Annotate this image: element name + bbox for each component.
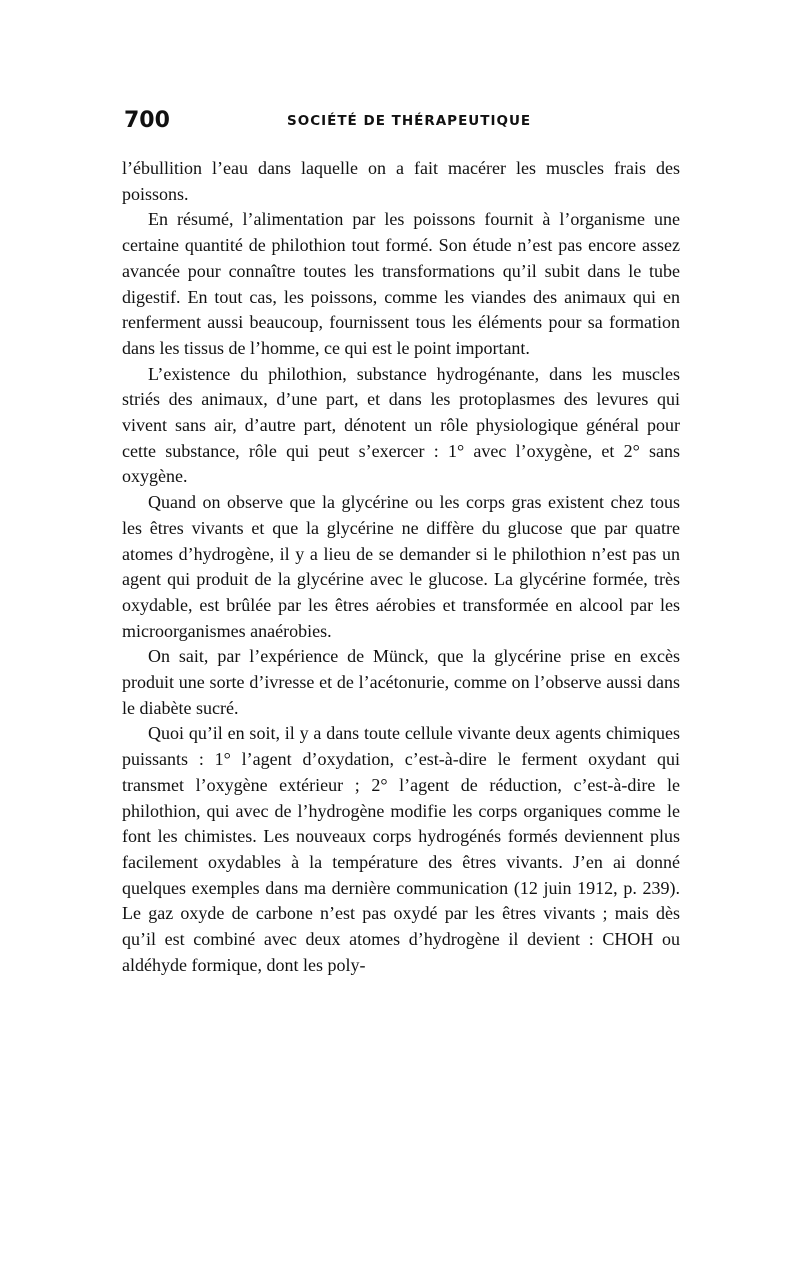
- paragraph-glycerine: Quand on observe que la glycérine ou les corps gras existent chez tous les êtres vivants et que la glycérine ne diffère du glucose que par quatre atomes d’hydrogène, il y a lieu de se demander si le philothion n’est pas un agent qui produit de la glycérine avec le glucose. La glycérine formée, très oxydable, est brûlée par les êtres aérobies et transformée en alcool par les microorganismes anaérobies.: [122, 492, 680, 641]
- running-title: SOCIÉTÉ DE THÉRAPEUTIQUE: [287, 113, 532, 129]
- body-text: [122, 156, 680, 979]
- page-number: 700: [124, 108, 170, 133]
- paragraph-agents: Quoi qu’il en soit, il y a dans toute cellule vivante deux agents chimiques puissants : 1° l’agent d’oxydation, c’est-à-dire le ferment oxydant qui transmet l’oxygène extérieur ; 2° l’agent de réduction, c’est-à-dire le philothion, qui avec de l’hydrogène modifie les corps organiques comme le font les chimistes. Les nouveaux corps hydrogénés formés deviennent plus facilement oxydables à la température des êtres vivants. J’en ai donné quelques exemples dans ma dernière communication (12 juin 1912, p. 239). Le gaz oxyde de carbone n’est pas oxydé par les êtres vivants ; mais dès qu’il est combiné avec deux atomes d’hydrogène il devient : CHOH ou aldéhyde formique, dont les poly-: [122, 723, 680, 975]
- paragraph-ebullition: l’ébullition l’eau dans laquelle on a fait macérer les muscles frais des poissons.: [122, 158, 680, 204]
- paragraph-resume: En résumé, l’alimentation par les poissons fournit à l’organisme une certaine quantité de philothion tout formé. Son étude n’est pas encore assez avancée pour connaître toutes les transformations qu’il subit dans le tube digestif. En tout cas, les poissons, comme les viandes des animaux qui en renferment aussi beaucoup, fournissent tous les éléments pour sa formation dans les tissus de l’homme, ce qui est le point important.: [122, 209, 680, 358]
- running-head: [122, 108, 680, 148]
- paragraph-existence: L’existence du philothion, substance hydrogénante, dans les muscles striés des animaux, d’une part, et dans les protoplasmes des levures qui vivent sans air, d’autre part, dénotent un rôle physiologique général pour cette substance, rôle qui peut s’exercer : 1° avec l’oxygène, et 2° sans oxygène.: [122, 363, 680, 487]
- book-page: [122, 108, 680, 979]
- paragraph-munck: On sait, par l’expérience de Münck, que la glycérine prise en excès produit une sorte d’ivresse et de l’acétonurie, comme on l’observe aussi dans le diabète sucré.: [122, 646, 680, 718]
